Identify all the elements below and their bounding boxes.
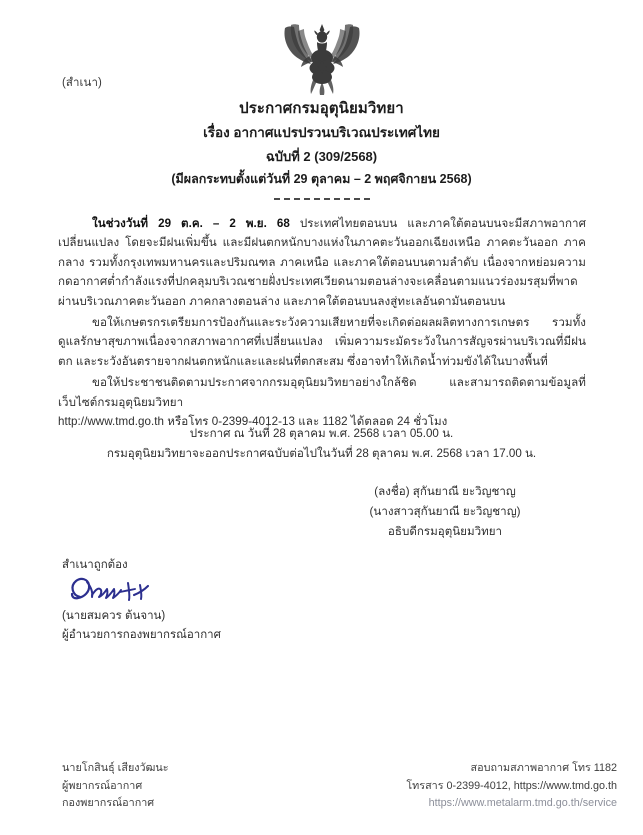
paragraph-1-lead: ในช่วงวันที่ 29 ต.ค. – 2 พ.ย. 68: [92, 217, 290, 230]
signature-block: [300, 482, 590, 542]
title-block: [0, 96, 643, 200]
signed-line: (ลงชื่อ) สุกันยาณี ยะวิญชาญ: [374, 485, 516, 498]
certifier-name: (นายสมควร ต้นจาน): [62, 610, 166, 622]
footer-hotline: สอบถามสภาพอากาศ โทร 1182: [470, 762, 617, 774]
paragraph-3: ขอให้ประชาชนติดตามประกาศจากกรมอุตุนิยมวิทยาอย่างใกล้ชิด และสามารถติดตามข้อมูลที่เว็บไซต์กรมอุตุนิยมวิทยา: [58, 376, 586, 409]
issue-number: ฉบับที่ 2 (309/2568): [265, 149, 378, 164]
forecaster-name: นายโกสินธุ์ เสียงวัฒนะ: [62, 762, 169, 774]
certified-copy-block: [62, 556, 322, 645]
announcement-dates: [0, 424, 643, 464]
page-title: ประกาศกรมอุตุนิยมวิทยา: [239, 100, 404, 117]
handwritten-signature: [66, 573, 186, 607]
document-subject: เรื่อง อากาศแปรปรวนบริเวณประเทศไทย: [203, 125, 440, 140]
paragraph-1: [58, 214, 586, 311]
footer-left: [62, 760, 322, 813]
effective-period: (มีผลกระทบตั้งแต่วันที่ 29 ตุลาคม – 2 พฤศจิกายน 2568): [171, 172, 472, 186]
paragraph-1-rest: ประเทศไทยตอนบน และภาคใต้ตอนบนจะมีสภาพอากาศเปลี่ยนแปลง โดยจะมีฝนเพิ่มขึ้น และมีฝนตกหนักบางแห่งในภาคตะวันออกเฉียงเหนือ ภาคตะวันออก ภาคกลาง รวมทั้งกรุงเทพมหานครและปริมณฑล ภาคเหนือ และภาคใต้ตอนบนตามลำดับ เนื่องจากหย่อมความกดอากาศต่ำกำลังแรงที่ปกคลุมบริเวณชายฝั่งประเทศเวียดนามตอนล่างจะเคลื่อนตามแนวร่องมรสุมที่พาดผ่านบริเวณภาคตะวันออก ภาคกลางตอนล่าง และภาคใต้ตอนบนลงสู่ทะเลอันดามันตอนบน: [58, 217, 586, 308]
divider: [274, 198, 370, 200]
body-text: [58, 214, 586, 431]
issued-date-line: ประกาศ ณ วันที่ 28 ตุลาคม พ.ศ. 2568 เวลา 05.00 น.: [189, 427, 454, 440]
paragraph-2: ขอให้เกษตรกรเตรียมการป้องกันและระวังความเสียหายที่จะเกิดต่อผลผลิตทางการเกษตร รวมทั้งดูแลรักษาสุขภาพเนื่องจากสภาพอากาศที่เปลี่ยนแปลง เพิ่มความระมัดระวังในการสัญจรผ่านบริเวณที่มีฝนตก และระวังอันตรายจากฝนตกหนักและและฝนที่ตกสะสม ซึ่งอาจทำให้เกิดน้ำท่วมขังได้ในบางพื้นที่: [58, 316, 586, 368]
signatory-name: (นางสาวสุกันยาณี ยะวิญชาญ): [369, 505, 521, 518]
forecaster-role: ผู้พยากรณ์อากาศ: [62, 779, 143, 792]
footer-right: [317, 760, 617, 813]
next-issue-line: กรมอุตุนิยมวิทยาจะออกประกาศฉบับต่อไปในวันที่ 28 ตุลาคม พ.ศ. 2568 เวลา 17.00 น.: [106, 447, 537, 460]
signatory-position: อธิบดีกรมอุตุนิยมวิทยา: [387, 525, 503, 538]
footer-fax-website: โทรสาร 0-2399-4012, https://www.tmd.go.th: [406, 779, 617, 792]
garuda-emblem: [279, 22, 365, 96]
certified-copy-label: สำเนาถูกต้อง: [62, 559, 128, 571]
footer-service-url: https://www.metalarm.tmd.go.th/service: [428, 797, 617, 809]
certifier-position: ผู้อำนวยการกองพยากรณ์อากาศ: [62, 629, 221, 641]
paragraph-3-contact: http://www.tmd.go.th หรือโทร 0-2399-4012-13 และ 1182 ได้ตลอด 24 ชั่วโมง: [58, 415, 448, 429]
copy-mark-label: (สำเนา): [62, 77, 102, 89]
forecaster-division: กองพยากรณ์อากาศ: [62, 797, 155, 809]
